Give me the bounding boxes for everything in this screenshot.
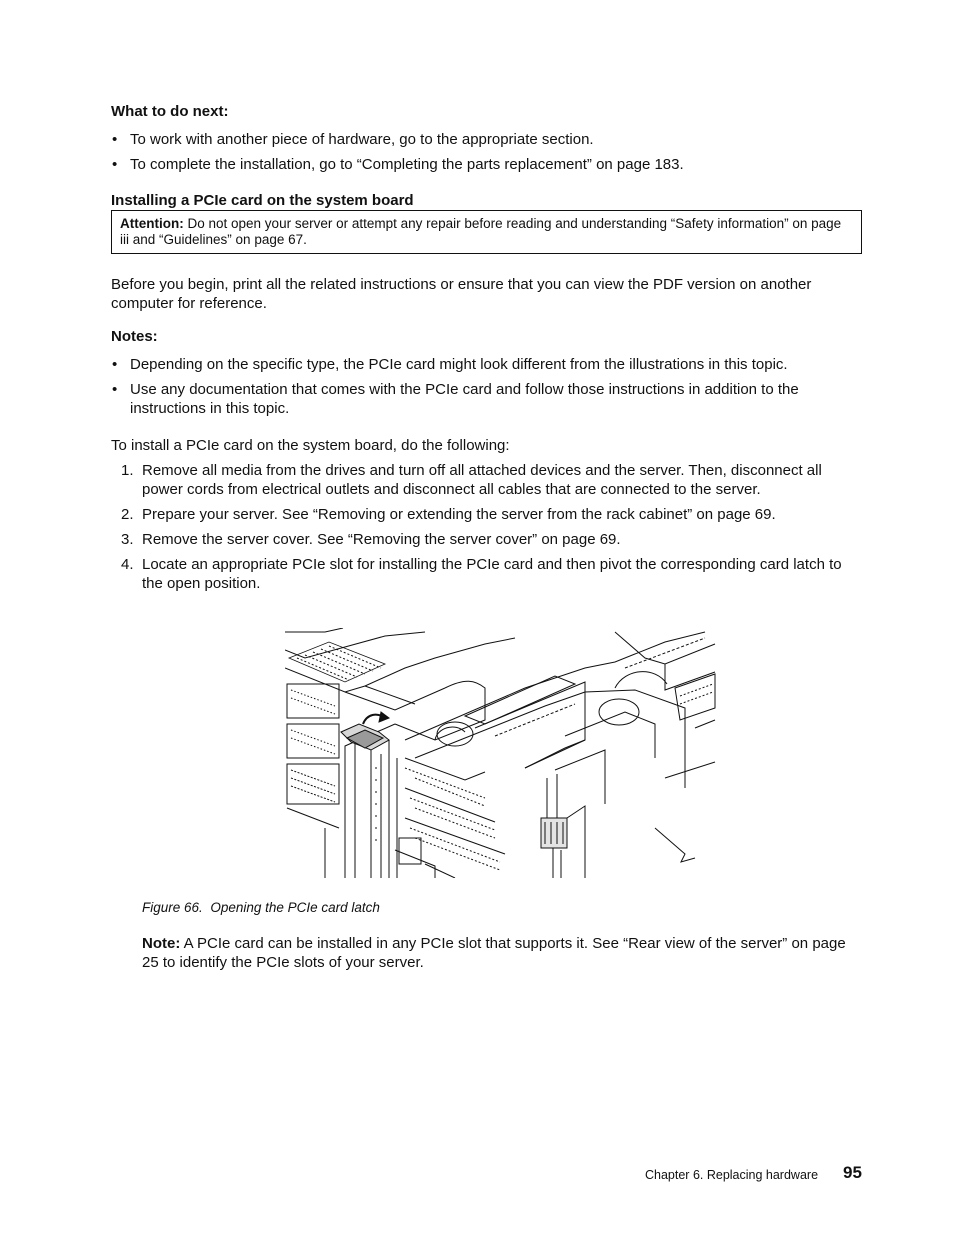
right-connector <box>541 806 585 878</box>
what-next-heading: What to do next: <box>111 103 229 120</box>
step-text: Remove all media from the drives and turn off all attached devices and the server. Then, disconnect all power cords from electrical outlets and disconnect all cables that are connected to the server. <box>142 462 822 498</box>
vent-grid-left <box>289 642 385 682</box>
note-paragraph <box>142 934 862 972</box>
figure-caption-text: Opening the PCIe card latch <box>210 900 380 915</box>
step-text: Remove the server cover. See “Removing the server cover” on page 69. <box>142 531 621 548</box>
bullet-icon: • <box>112 131 118 148</box>
footer-chapter: Chapter 6. Replacing hardware <box>645 1168 819 1182</box>
list-item-text: Use any documentation that comes with the PCIe card and follow those instructions in addition to the instructions in this topic. <box>130 381 799 417</box>
notes-list <box>111 355 831 418</box>
list-item <box>111 380 831 418</box>
figure-label: Figure 66. <box>142 900 203 915</box>
bullet-icon: • <box>112 381 118 398</box>
attention-text: Do not open your server or attempt any repair before reading and understanding “Safety information” on page iii and “Guidelines” on page 67. <box>120 216 842 247</box>
list-item-text: Depending on the specific type, the PCIe card might look different from the illustrations in this topic. <box>130 356 788 373</box>
step-number: 4. <box>121 556 134 573</box>
drive-bays <box>287 684 339 828</box>
figure-caption <box>142 898 380 917</box>
list-item-text: To work with another piece of hardware, go to the appropriate section. <box>130 131 594 148</box>
steps-list <box>111 461 861 593</box>
step-number: 1. <box>121 462 134 479</box>
page-number: 95 <box>843 1163 862 1182</box>
section-title: Installing a PCIe card on the system board <box>111 192 414 209</box>
list-item <box>111 355 831 374</box>
step-item <box>111 461 861 499</box>
attention-label: Attention: <box>120 216 184 231</box>
steps-intro: To install a PCIe card on the system board, do the following: <box>111 437 510 454</box>
list-item-text: To complete the installation, go to “Completing the parts replacement” on page 183. <box>130 156 684 173</box>
pcie-brackets <box>371 740 505 878</box>
list-item <box>111 130 861 149</box>
pcie-latch-illustration <box>285 628 717 878</box>
step-item <box>111 555 861 593</box>
step-number: 3. <box>121 531 134 548</box>
step-item <box>111 530 861 549</box>
note-text: A PCIe card can be installed in any PCIe slot that supports it. See “Rear view of the server” on page 25 to identify the PCIe slots of your server. <box>142 935 846 971</box>
note-label: Note: <box>142 935 181 952</box>
step-text: Prepare your server. See “Removing or extending the server from the rack cabinet” on page 69. <box>142 506 776 523</box>
intro-paragraph: Before you begin, print all the related instructions or ensure that you can view the PDF version on another computer for reference. <box>111 276 812 312</box>
step-item <box>111 505 861 524</box>
notes-heading: Notes: <box>111 328 158 345</box>
step-number: 2. <box>121 506 134 523</box>
bullet-icon: • <box>112 156 118 173</box>
step-text: Locate an appropriate PCIe slot for installing the PCIe card and then pivot the corresponding card latch to the open position. <box>142 556 842 592</box>
attention-box <box>111 210 862 254</box>
list-item <box>111 155 861 174</box>
bullet-icon: • <box>112 356 118 373</box>
what-next-list <box>111 130 861 174</box>
